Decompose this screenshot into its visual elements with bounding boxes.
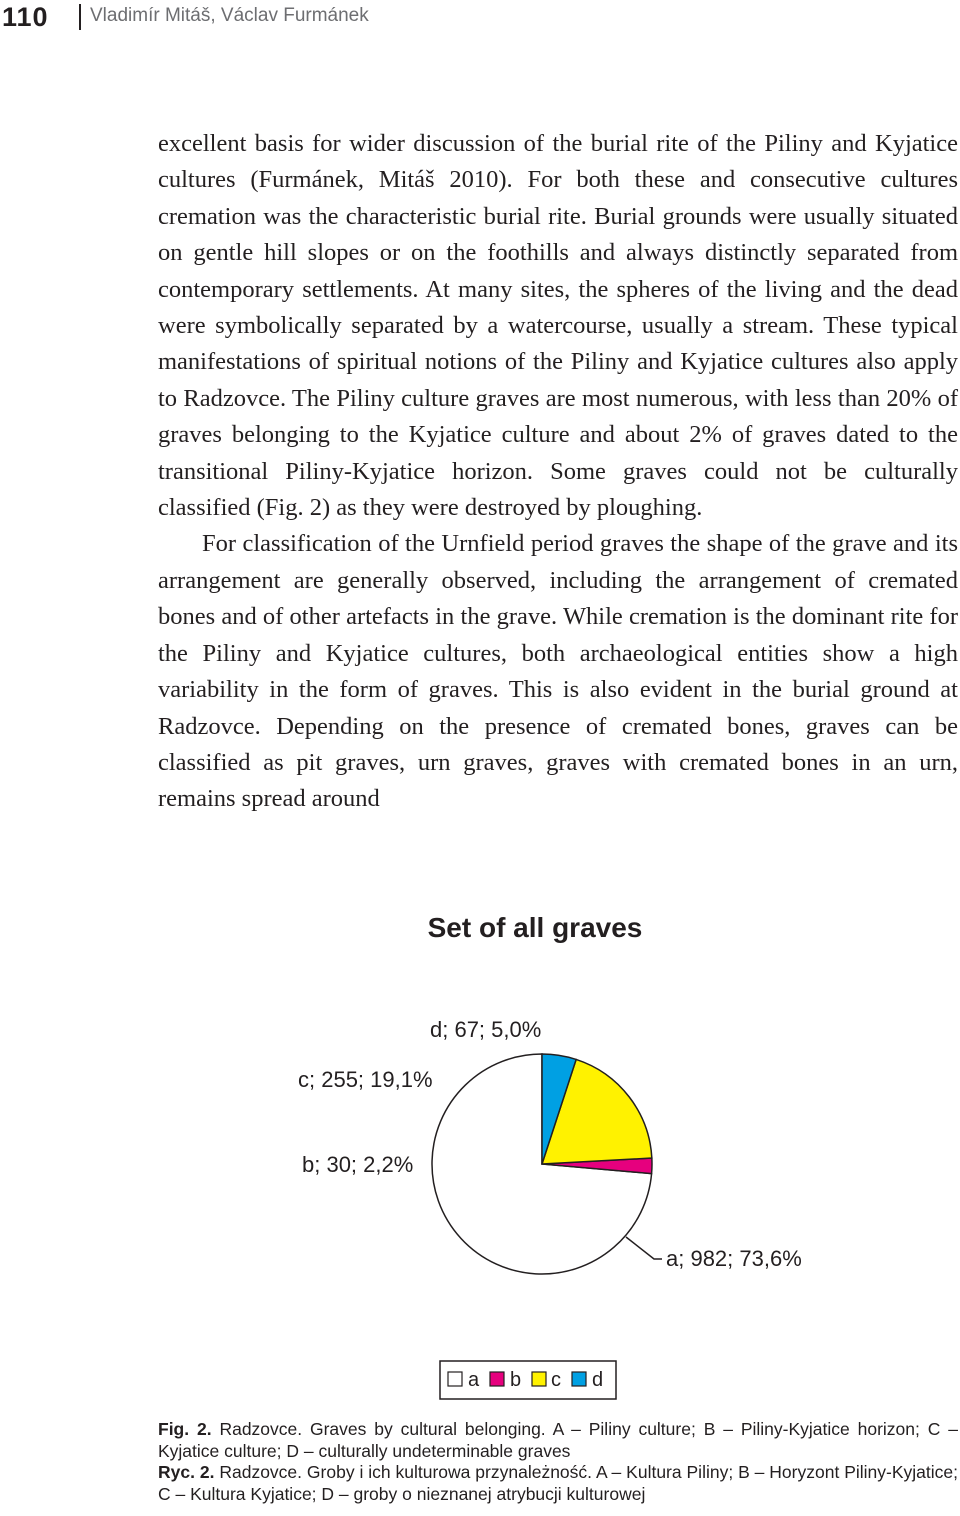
slice-label-a: a; 982; 73,6% bbox=[666, 1246, 802, 1271]
legend-label-d: d bbox=[592, 1369, 604, 1391]
legend-swatch-a bbox=[448, 1372, 462, 1386]
caption-en-label: Fig. 2. bbox=[158, 1419, 212, 1439]
legend-label-a: a bbox=[468, 1369, 480, 1391]
legend-swatch-d bbox=[572, 1372, 586, 1386]
caption-english bbox=[158, 1419, 958, 1462]
slice-label-b: b; 30; 2,2% bbox=[302, 1152, 414, 1177]
leader-line-a bbox=[626, 1237, 662, 1259]
figure-caption bbox=[158, 1419, 958, 1505]
page-number: 110 bbox=[2, 2, 49, 32]
caption-en-text: Radzovce. Graves by cultural belonging. A – Piliny culture; B – Piliny-Kyjatice horizon; C – Kyjatice culture; D – culturally undeterminable graves bbox=[158, 1419, 958, 1461]
legend-label-c: c bbox=[551, 1369, 561, 1391]
legend-label-b: b bbox=[510, 1369, 522, 1391]
caption-pl-text: Radzovce. Groby i ich kulturowa przynależność. A – Kultura Piliny; B – Horyzont Piliny-Kyjatice; C – Kultura Kyjatice; D – groby o nieznanej atrybucji kulturowej bbox=[158, 1462, 958, 1504]
pie-slices bbox=[432, 1054, 652, 1274]
chart-title: Set of all graves bbox=[427, 912, 643, 943]
caption-polish bbox=[158, 1462, 958, 1505]
running-head-authors: Vladimír Mitáš, Václav Furmánek bbox=[90, 5, 369, 26]
caption-pl-label: Ryc. 2. bbox=[158, 1462, 215, 1482]
legend-swatch-c bbox=[532, 1372, 546, 1386]
chart-legend bbox=[440, 1361, 616, 1399]
paragraph-1: excellent basis for wider discussion of the burial rite of the Piliny and Kyjatice cultures (Furmánek, Mitáš 2010). For both these and consecutive cultures cremation was the characteristic burial rite. Burial grounds were usually situated on gentle hill slopes or on the foothills and always distinctly separated from contemporary settlements. At many sites, the spheres of the living and the dead were symbolically separated by a watercourse, usually a stream. These typical manifestations of spiritual notions of the Piliny and Kyjatice cultures also apply to Radzovce. The Piliny culture graves are most numerous, with less than 20% of graves belonging to the Kyjatice culture and about 2% of graves dated to the transitional Piliny-Kyjatice horizon. Some graves could not be culturally classified (Fig. 2) as they were destroyed by ploughing. bbox=[158, 130, 958, 522]
paragraph-2: For classification of the Urnfield period graves the shape of the grave and its arrangement are generally observed, including the arrangement of cremated bones and of other artefacts in the grave. While cremation is the dominant rite for the Piliny and Kyjatice cultures, both archaeological entities show a high variability in the form of graves. This is also evident in the burial ground at Radzovce. Depending on the presence of cremated bones, graves can be classified as pit graves, urn graves, graves with cremated bones in an urn, remains spread around bbox=[158, 530, 958, 813]
slice-label-d: d; 67; 5,0% bbox=[430, 1017, 542, 1042]
legend-swatch-b bbox=[490, 1372, 504, 1386]
slice-label-c: c; 255; 19,1% bbox=[298, 1067, 433, 1092]
legend-frame bbox=[440, 1361, 616, 1399]
